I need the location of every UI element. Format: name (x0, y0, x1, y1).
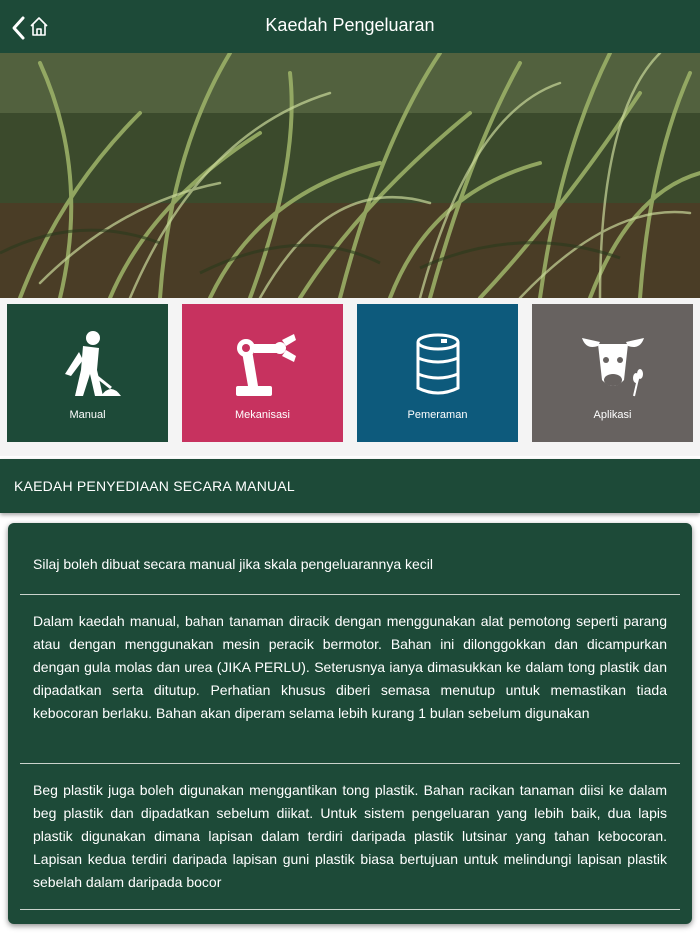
page-title: Kaedah Pengeluaran (265, 15, 435, 35)
content-card (8, 523, 692, 924)
tile-aplikasi[interactable] (532, 304, 693, 442)
section-title: KAEDAH PENYEDIAAN SECARA MANUAL (14, 478, 295, 494)
app-header (0, 0, 700, 53)
worker-shovel-icon (7, 330, 168, 400)
paragraph-intro: Silaj boleh dibuat secara manual jika skala pengeluarannya kecil (33, 556, 434, 572)
grass-photo (0, 53, 700, 298)
tile-mekanisasi[interactable] (182, 304, 343, 442)
tile-label: Mekanisasi (234, 409, 291, 421)
divider (20, 594, 680, 595)
barrel-icon (357, 330, 518, 400)
tile-label: Manual (69, 409, 106, 421)
paragraph-plastic-bag: Beg plastik juga boleh digunakan menggantikan tong plastik. Bahan racikan tanaman diisi ke dalam beg plastik dan dipadatkan sebelum diikat. Untuk sistem pengeluaran yang lebih baik, dua lapis plastik digunakan dimana lapisan dalam terdiri daripada plastik lutsinar yang tahan kebocoran. Lapisan kedua terdiri daripada lapisan guni plastik biasa bertujuan untuk melindungi lapisan plastik sebelah dalam daripada bocor (33, 782, 667, 890)
robot-arm-icon (182, 330, 343, 400)
tile-manual[interactable] (7, 304, 168, 442)
section-header (0, 459, 700, 513)
tile-label: Pemeraman (407, 409, 468, 421)
divider (20, 763, 680, 764)
category-tiles (0, 298, 700, 456)
tile-pemeraman[interactable] (357, 304, 518, 442)
paragraph-manual-method: Dalam kaedah manual, bahan tanaman diracik dengan menggunakan alat pemotong seperti parang atau dengan menggunakan mesin peracik bermotor. Bahan ini dilonggokkan dan dicampurkan dengan gula molas dan urea (JIKA PERLU). Seterusnya ianya dimasukkan ke dalam tong plastik dan dipadatkan serta ditutup. Perhatian khusus diberi semasa menutup untuk memastikan tiada kebocoran berlaku. Bahan akan diperam selama lebih kurang 1 bulan sebelum digunakan (33, 613, 667, 721)
cow-head-icon (532, 330, 693, 400)
tile-label: Aplikasi (593, 409, 632, 421)
banner-carousel[interactable] (0, 53, 700, 298)
divider (20, 909, 680, 910)
